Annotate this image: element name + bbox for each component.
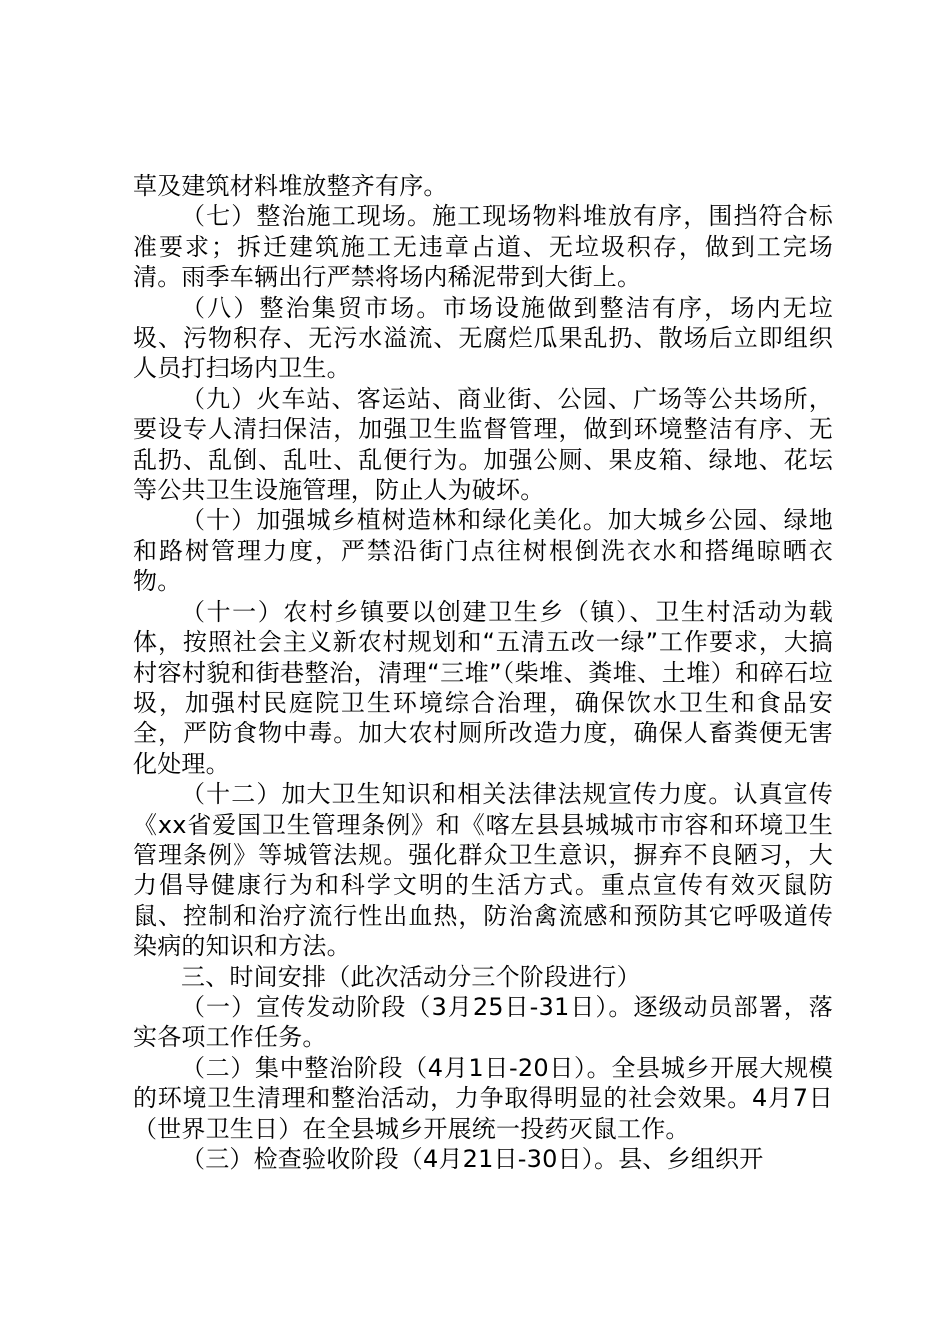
- paragraph-item-12: （十二）加大卫生知识和相关法律法规宣传力度。认真宣传《xx省爱国卫生管理条例》和《喀左县县城城市市容和环境卫生管理条例》等城管法规。强化群众卫生意识，摒弃不良陋习，大力倡导健康行为和科学文明的生活方式。重点宣传有效灭鼠防鼠、控制和治疗流行性出血热，防治禽流感和预防其它呼吸道传染病的知识和方法。: [133, 780, 833, 961]
- paragraph-continuation: 草及建筑材料堆放整齐有序。: [133, 172, 448, 200]
- paragraph-item-8: （八）整治集贸市场。市场设施做到整洁有序，场内无垃圾、污物积存、无污水溢流、无腐烂瓜果乱扔、散场后立即组织人员打扫场内卫生。: [133, 293, 833, 383]
- paragraph-item-7: （七）整治施工现场。施工现场物料堆放有序，围挡符合标准要求；拆迁建筑施工无违章占道、无垃圾积存，做到工完场清。雨季车辆出行严禁将场内稀泥带到大街上。: [133, 202, 833, 292]
- paragraph-phase-2: （二）集中整治阶段（4月1日-20日）。全县城乡开展大规模的环境卫生清理和整治活动，力争取得明显的社会效果。4月7日（世界卫生日）在全县城乡开展统一投药灭鼠工作。: [133, 1053, 833, 1143]
- paragraph-item-10: （十）加强城乡植树造林和绿化美化。加大城乡公园、绿地和路树管理力度，严禁沿街门点往树根倒洗衣水和搭绳晾晒衣物。: [133, 506, 833, 596]
- paragraph-item-9: （九）火车站、客运站、商业街、公园、广场等公共场所，要设专人清扫保洁，加强卫生监督管理，做到环境整洁有序、无乱扔、乱倒、乱吐、乱便行为。加强公厕、果皮箱、绿地、花坛等公共卫生设施管理，防止人为破坏。: [133, 384, 833, 505]
- document-page: [133, 171, 833, 1174]
- section-heading-schedule: 三、时间安排（此次活动分三个阶段进行）: [181, 962, 641, 991]
- paragraph-phase-3: （三）检查验收阶段（4月21日-30日）。县、乡组织开: [181, 1145, 764, 1173]
- paragraph-item-11: （十一）农村乡镇要以创建卫生乡（镇）、卫生村活动为载体，按照社会主义新农村规划和“五清五改一绿”工作要求，大搞村容村貌和街巷整治，清理“三堆”（柴堆、粪堆、土堆）和碎石垃圾，加强村民庭院卫生环境综合治理，确保饮水卫生和食品安全，严防食物中毒。加大农村厕所改造力度，确保人畜粪便无害化处理。: [133, 597, 833, 778]
- paragraph-phase-1: （一）宣传发动阶段（3月25日-31日）。逐级动员部署，落实各项工作任务。: [133, 992, 833, 1052]
